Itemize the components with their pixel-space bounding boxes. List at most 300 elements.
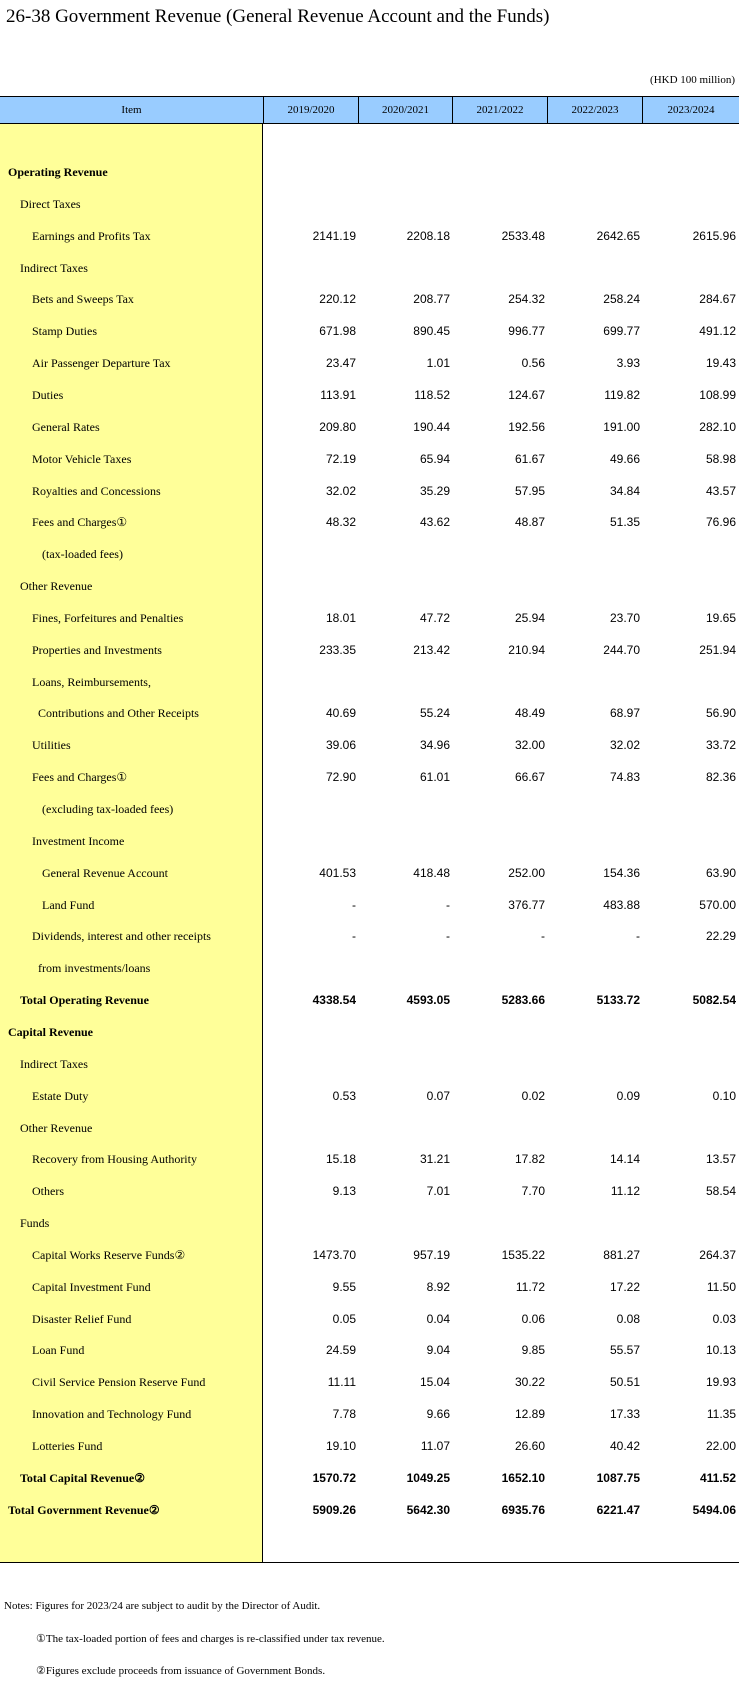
row-value: - <box>446 897 450 912</box>
row-label: General Rates <box>32 419 100 434</box>
row-value: 17.22 <box>609 1279 640 1294</box>
table-row <box>0 1462 739 1494</box>
table-header <box>0 96 739 124</box>
row-label: Bets and Sweeps Tax <box>32 292 134 307</box>
row-value: 1049.25 <box>406 1470 450 1485</box>
row-label: Fees and Charges① <box>32 515 128 530</box>
row-label: Loan Fund <box>32 1343 85 1358</box>
row-value <box>266 793 356 825</box>
row-value: 19.10 <box>325 1439 356 1453</box>
table-row <box>0 952 739 984</box>
table-row <box>0 1143 739 1175</box>
row-value: 258.24 <box>603 292 640 307</box>
row-value: 957.19 <box>413 1247 450 1262</box>
row-value <box>646 1207 736 1239</box>
row-label: General Revenue Account <box>42 865 168 880</box>
row-value: - <box>636 929 640 944</box>
row-value: 15.04 <box>419 1375 450 1390</box>
row-value <box>360 825 450 857</box>
row-value: 58.98 <box>705 451 736 466</box>
row-label: Civil Service Pension Reserve Fund <box>32 1375 206 1390</box>
row-value: 254.32 <box>508 292 545 307</box>
row-value: 118.52 <box>414 387 450 402</box>
table-row <box>0 443 739 475</box>
row-value: 2642.65 <box>596 228 640 243</box>
row-value: 72.90 <box>325 770 356 785</box>
row-value <box>550 825 640 857</box>
row-value: 23.47 <box>325 356 356 371</box>
row-value: 5642.30 <box>406 1502 450 1517</box>
row-value: 5909.26 <box>312 1502 356 1517</box>
row-value <box>550 1048 640 1080</box>
row-value <box>455 1112 545 1144</box>
row-value: 7.70 <box>521 1184 545 1199</box>
table-row <box>0 1303 739 1335</box>
header-year: 2023/2024 <box>642 97 739 124</box>
row-value: 19.65 <box>705 610 736 625</box>
row-value: 66.67 <box>514 770 545 785</box>
row-value: 0.04 <box>426 1311 450 1326</box>
row-value: 5133.72 <box>596 993 640 1008</box>
row-label: Fees and Charges① <box>32 770 128 785</box>
row-value: 0.03 <box>712 1311 736 1326</box>
row-value <box>455 1016 545 1048</box>
row-value: 890.45 <box>413 324 450 339</box>
row-label: Motor Vehicle Taxes <box>32 451 132 466</box>
row-value: 208.77 <box>413 292 450 307</box>
row-value: 264.37 <box>699 1247 736 1262</box>
row-value: 22.00 <box>705 1439 736 1453</box>
row-label: (excluding tax-loaded fees) <box>42 802 174 816</box>
table-row <box>0 538 739 570</box>
page-title: 26-38 Government Revenue (General Revenue Account and the Funds) <box>6 6 550 27</box>
row-value <box>266 188 356 220</box>
row-value: 2208.18 <box>406 228 450 243</box>
row-value: 244.70 <box>603 642 640 657</box>
table-row <box>0 761 739 793</box>
row-label: Lotteries Fund <box>32 1439 103 1453</box>
row-value: 1087.75 <box>596 1470 640 1485</box>
table-row <box>0 634 739 666</box>
row-value <box>266 1112 356 1144</box>
row-value <box>266 1016 356 1048</box>
row-value: 4593.05 <box>406 993 450 1008</box>
row-value: - <box>352 897 356 912</box>
row-value: 55.57 <box>609 1343 640 1358</box>
row-value: 7.78 <box>332 1407 356 1422</box>
row-label: Duties <box>32 387 64 402</box>
row-value <box>646 1048 736 1080</box>
row-value: 2141.19 <box>312 228 356 243</box>
row-label: Royalties and Concessions <box>32 483 161 498</box>
row-value: 6221.47 <box>596 1502 640 1517</box>
table-row <box>0 793 739 825</box>
row-value: 15.18 <box>325 1152 356 1167</box>
row-value: 252.00 <box>508 865 545 880</box>
row-value <box>455 1048 545 1080</box>
row-value: 48.87 <box>514 515 545 530</box>
row-value <box>360 252 450 284</box>
row-value: 210.94 <box>508 642 545 657</box>
row-value <box>455 666 545 698</box>
row-value: 2533.48 <box>501 228 545 243</box>
row-label: (tax-loaded fees) <box>42 547 123 562</box>
row-label: Dividends, interest and other receipts <box>32 929 211 944</box>
row-value: 881.27 <box>603 1247 640 1262</box>
row-value: 0.09 <box>616 1088 640 1103</box>
header-year: 2019/2020 <box>263 97 358 124</box>
table-row <box>0 1430 739 1462</box>
row-label: Operating Revenue <box>8 165 108 179</box>
row-value: 233.35 <box>319 642 356 657</box>
row-value: 32.00 <box>514 738 545 753</box>
row-value <box>455 188 545 220</box>
row-value: 58.54 <box>705 1184 736 1199</box>
row-value <box>646 570 736 602</box>
row-label: Funds <box>20 1216 50 1231</box>
row-value: 22.29 <box>705 929 736 944</box>
row-value: 401.53 <box>319 865 356 880</box>
row-value <box>360 188 450 220</box>
row-value: 56.90 <box>705 706 736 721</box>
table-row <box>0 283 739 315</box>
row-value: 8.92 <box>426 1279 450 1294</box>
row-value: 35.29 <box>419 483 450 498</box>
row-value: 47.72 <box>419 610 450 625</box>
row-value <box>455 252 545 284</box>
row-value: 284.67 <box>699 292 736 307</box>
row-value: 0.56 <box>521 356 545 371</box>
row-value <box>550 666 640 698</box>
row-value: 76.96 <box>705 515 736 530</box>
row-value <box>550 570 640 602</box>
row-value: 43.62 <box>419 515 450 530</box>
table-row <box>0 857 739 889</box>
row-value: 0.02 <box>521 1088 545 1103</box>
row-label: Loans, Reimbursements, <box>32 674 151 689</box>
row-value: 11.35 <box>706 1407 736 1422</box>
row-value <box>646 188 736 220</box>
row-label: Recovery from Housing Authority <box>32 1152 197 1167</box>
row-value <box>646 1112 736 1144</box>
table-row <box>0 1334 739 1366</box>
row-label: Disaster Relief Fund <box>32 1311 132 1326</box>
row-value <box>266 1048 356 1080</box>
row-value: 14.14 <box>609 1152 640 1167</box>
table-row <box>0 347 739 379</box>
row-value: 3.93 <box>616 356 640 371</box>
row-value: 82.36 <box>705 770 736 785</box>
table-row <box>0 252 739 284</box>
row-value <box>360 793 450 825</box>
row-value: 17.33 <box>609 1407 640 1422</box>
row-value <box>646 952 736 984</box>
row-value: 5283.66 <box>501 993 545 1008</box>
row-value <box>550 1016 640 1048</box>
row-value: 5082.54 <box>692 993 736 1008</box>
row-value: 13.57 <box>705 1152 736 1167</box>
table-row <box>0 1016 739 1048</box>
row-value: 9.66 <box>426 1407 450 1422</box>
row-value <box>360 1207 450 1239</box>
row-value: 0.08 <box>616 1311 640 1326</box>
row-label: Earnings and Profits Tax <box>32 228 151 243</box>
row-value: 48.32 <box>325 515 356 530</box>
table-row <box>0 1112 739 1144</box>
row-label: Indirect Taxes <box>20 260 88 275</box>
row-value: 61.67 <box>514 451 545 466</box>
row-value <box>266 252 356 284</box>
row-value <box>646 793 736 825</box>
row-value: 74.83 <box>609 770 640 785</box>
row-value <box>360 156 450 188</box>
row-value: 39.06 <box>325 738 356 753</box>
row-value <box>266 952 356 984</box>
row-label: Land Fund <box>42 897 95 912</box>
row-value: 154.36 <box>603 865 640 880</box>
table-row <box>0 570 739 602</box>
row-value: 40.69 <box>325 706 356 721</box>
header-year: 2021/2022 <box>452 97 547 124</box>
row-value <box>646 252 736 284</box>
row-value: 51.35 <box>609 515 640 530</box>
row-value <box>455 793 545 825</box>
row-value <box>455 952 545 984</box>
row-value <box>455 538 545 570</box>
row-value <box>646 1016 736 1048</box>
row-value: 671.98 <box>319 324 356 339</box>
row-value: 40.42 <box>609 1439 640 1453</box>
row-value: 32.02 <box>325 483 356 498</box>
row-label: Properties and Investments <box>32 642 162 657</box>
row-label: Other Revenue <box>20 1120 93 1135</box>
row-value <box>550 252 640 284</box>
row-label: Capital Works Reserve Funds② <box>32 1247 186 1262</box>
row-value: 11.72 <box>515 1279 545 1294</box>
row-value <box>266 570 356 602</box>
row-value <box>550 156 640 188</box>
row-value: 1.01 <box>426 356 450 371</box>
row-value <box>550 952 640 984</box>
table-row <box>0 379 739 411</box>
row-value <box>646 666 736 698</box>
row-value: 9.55 <box>332 1279 356 1294</box>
row-value: 34.96 <box>419 738 450 753</box>
row-label: Other Revenue <box>20 579 93 594</box>
row-value: 9.04 <box>426 1343 450 1358</box>
row-label: Stamp Duties <box>32 324 97 339</box>
table-row <box>0 156 739 188</box>
table-row <box>0 889 739 921</box>
row-value: 124.67 <box>508 387 545 402</box>
table-row <box>0 984 739 1016</box>
row-value: 17.82 <box>514 1152 545 1167</box>
table-row <box>0 697 739 729</box>
row-value <box>266 825 356 857</box>
row-value: 996.77 <box>508 324 545 339</box>
unit-label: (HKD 100 million) <box>650 74 735 86</box>
row-value <box>550 538 640 570</box>
row-value <box>550 1207 640 1239</box>
row-value: 34.84 <box>609 483 640 498</box>
row-value: - <box>352 929 356 944</box>
row-value <box>266 1207 356 1239</box>
row-value: 18.01 <box>325 610 356 625</box>
row-value: 191.00 <box>603 419 640 434</box>
header-year: 2020/2021 <box>358 97 452 124</box>
row-value: 411.52 <box>699 1470 736 1485</box>
table-row <box>0 1239 739 1271</box>
row-label: Contributions and Other Receipts <box>38 706 199 721</box>
row-value: 48.49 <box>514 706 545 721</box>
table-row <box>0 315 739 347</box>
row-value: 31.21 <box>419 1152 450 1167</box>
row-value: 0.10 <box>712 1088 736 1103</box>
note-audit: Notes: Figures for 2023/24 are subject to audit by the Director of Audit. <box>4 1600 321 1612</box>
row-value: 2615.96 <box>692 228 736 243</box>
row-value: 24.59 <box>325 1343 356 1358</box>
row-value <box>646 538 736 570</box>
row-value: 5494.06 <box>692 1502 736 1517</box>
table-row <box>0 1048 739 1080</box>
row-value: 0.05 <box>332 1311 356 1326</box>
table-row <box>0 1080 739 1112</box>
table-row <box>0 1207 739 1239</box>
table-row <box>0 1398 739 1430</box>
row-value: 50.51 <box>609 1375 640 1390</box>
row-value <box>360 570 450 602</box>
row-value: 1570.72 <box>312 1470 356 1485</box>
row-value <box>266 156 356 188</box>
row-label: Others <box>32 1184 64 1199</box>
table-row <box>0 1494 739 1526</box>
row-value: 68.97 <box>609 706 640 721</box>
row-value: 0.06 <box>521 1311 545 1326</box>
table-row <box>0 475 739 507</box>
row-label: Indirect Taxes <box>20 1056 88 1071</box>
row-value: 1473.70 <box>312 1247 356 1262</box>
row-value: 491.12 <box>699 324 736 339</box>
row-label: Fines, Forfeitures and Penalties <box>32 610 184 625</box>
table-row <box>0 729 739 761</box>
row-value: 12.89 <box>514 1407 545 1422</box>
row-value <box>360 1016 450 1048</box>
row-value: 570.00 <box>699 897 736 912</box>
row-value <box>455 1207 545 1239</box>
row-value <box>360 1048 450 1080</box>
revenue-table <box>0 96 739 1563</box>
row-value: 0.07 <box>426 1088 450 1103</box>
row-value: 63.90 <box>705 865 736 880</box>
row-value: 43.57 <box>705 483 736 498</box>
row-value: 0.53 <box>332 1088 356 1103</box>
header-year: 2022/2023 <box>547 97 642 124</box>
row-label: Capital Revenue <box>8 1024 93 1039</box>
row-value: 11.11 <box>327 1375 356 1390</box>
row-value: 9.85 <box>521 1343 545 1358</box>
row-value: 49.66 <box>609 451 640 466</box>
row-value: 19.43 <box>705 356 736 371</box>
row-value: 6935.76 <box>501 1502 545 1517</box>
row-value <box>550 1112 640 1144</box>
row-value <box>550 793 640 825</box>
row-value: 699.77 <box>603 324 640 339</box>
row-label: Utilities <box>32 738 71 753</box>
row-label: Total Capital Revenue② <box>20 1470 145 1485</box>
row-value <box>455 825 545 857</box>
row-value: 26.60 <box>514 1439 545 1453</box>
row-value: 72.19 <box>325 451 356 466</box>
row-value: 19.93 <box>705 1375 736 1390</box>
table-row <box>0 602 739 634</box>
row-value: 10.13 <box>705 1343 736 1358</box>
row-value: 1652.10 <box>501 1470 545 1485</box>
row-value: 108.99 <box>699 387 736 402</box>
row-label: from investments/loans <box>38 961 151 976</box>
row-value: 11.12 <box>610 1184 640 1199</box>
row-value <box>455 570 545 602</box>
row-value: 251.94 <box>699 642 736 657</box>
row-label: Innovation and Technology Fund <box>32 1407 192 1422</box>
note-bonds: ②Figures exclude proceeds from issuance of Government Bonds. <box>36 1665 326 1677</box>
table-row <box>0 1366 739 1398</box>
row-label: Investment Income <box>32 833 125 848</box>
row-value: 33.72 <box>705 738 736 753</box>
row-value <box>266 538 356 570</box>
row-value: 11.07 <box>420 1439 450 1453</box>
row-value: - <box>541 929 545 944</box>
row-value: 65.94 <box>419 451 450 466</box>
row-value <box>646 825 736 857</box>
row-value: 4338.54 <box>312 993 356 1008</box>
row-label: Air Passenger Departure Tax <box>32 356 171 371</box>
row-value: 418.48 <box>413 865 450 880</box>
row-value: 30.22 <box>514 1375 545 1390</box>
row-value <box>360 666 450 698</box>
row-value <box>360 952 450 984</box>
row-value: 483.88 <box>603 897 640 912</box>
table-row <box>0 1271 739 1303</box>
row-value <box>646 156 736 188</box>
table-bottom-rule <box>0 1562 739 1563</box>
row-value: 1535.22 <box>501 1247 545 1262</box>
row-value: 192.56 <box>508 419 545 434</box>
row-value: 113.91 <box>320 387 356 402</box>
table-row <box>0 825 739 857</box>
row-value: 209.80 <box>319 419 356 434</box>
row-value <box>266 666 356 698</box>
row-value: 190.44 <box>413 419 450 434</box>
table-row <box>0 220 739 252</box>
row-value: 55.24 <box>419 706 450 721</box>
row-value <box>360 1112 450 1144</box>
row-value: 57.95 <box>514 483 545 498</box>
row-value <box>360 538 450 570</box>
row-label: Capital Investment Fund <box>32 1279 151 1294</box>
header-item: Item <box>121 104 142 116</box>
row-value: - <box>446 929 450 944</box>
row-value <box>455 156 545 188</box>
row-value: 213.42 <box>413 642 450 657</box>
row-value: 119.82 <box>604 387 640 402</box>
row-value: 61.01 <box>419 770 450 785</box>
row-value: 23.70 <box>609 610 640 625</box>
row-value <box>550 188 640 220</box>
row-value: 282.10 <box>699 419 736 434</box>
row-value: 376.77 <box>508 897 545 912</box>
row-label: Total Operating Revenue <box>20 993 149 1008</box>
row-value: 11.50 <box>706 1279 736 1294</box>
